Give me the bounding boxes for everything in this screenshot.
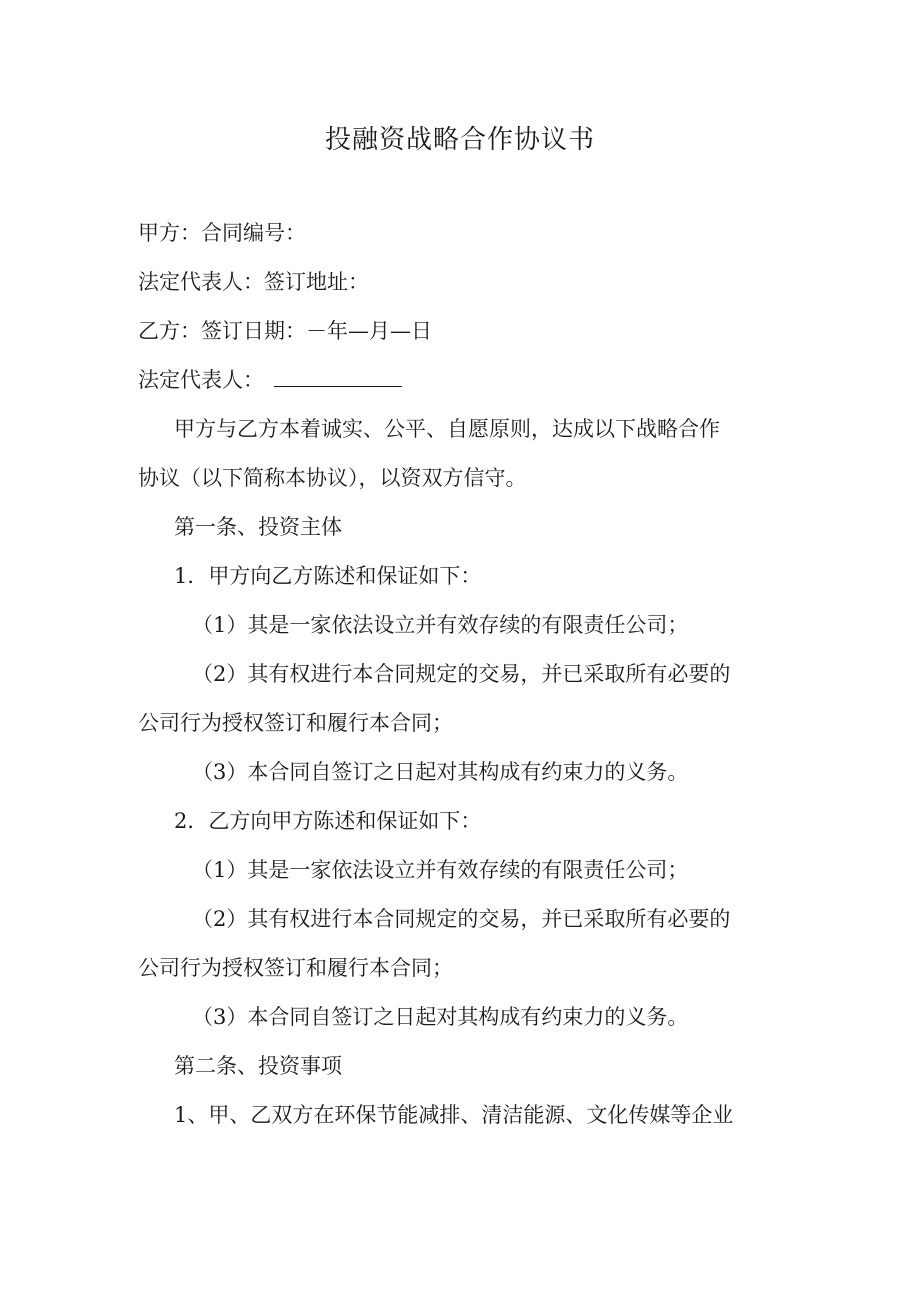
- article2-item1-line1: 1、甲、乙双方在环保节能减排、清洁能源、文化传媒等企业: [174, 1103, 734, 1127]
- article2-heading: 第二条、投资事项: [174, 1054, 342, 1078]
- article1-heading: 第一条、投资主体: [174, 515, 342, 539]
- intro-line-2: 协议（以下简称本协议），以资双方信守。: [138, 466, 527, 490]
- article1-item2-sub2-line1: （2）其有权进行本合同规定的交易，并已采取所有必要的: [192, 907, 731, 931]
- document-title: 投融资战略合作协议书: [324, 125, 595, 155]
- article1-item2-sub2-line2: 公司行为授权签订和履行本合同；: [138, 956, 453, 980]
- article1-item1-sub1: （1）其是一家依法设立并有效存续的有限责任公司；: [192, 613, 689, 637]
- legal-rep-a-line: 法定代表人：签订地址：: [138, 270, 369, 294]
- article1-item1-sub2-line1: （2）其有权进行本合同规定的交易，并已采取所有必要的: [192, 662, 731, 686]
- article1-item1-sub3: （3）本合同自签订之日起对其构成有约束力的义务。: [192, 760, 689, 784]
- party-b-line: 乙方：签订日期：－年—月—日: [138, 319, 432, 343]
- article1-item2-sub1: （1）其是一家依法设立并有效存续的有限责任公司；: [192, 858, 689, 882]
- legal-rep-b-line: [138, 365, 402, 395]
- intro-line-1: 甲方与乙方本着诚实、公平、自愿原则，达成以下战略合作: [174, 417, 720, 441]
- legal-rep-b-label: 法定代表人：: [138, 368, 264, 392]
- article1-item1-heading: 1．甲方向乙方陈述和保证如下：: [174, 564, 482, 588]
- party-a-line: 甲方：合同编号：: [138, 221, 306, 245]
- legal-rep-b-blank: [274, 366, 402, 387]
- article1-item1-sub2-line2: 公司行为授权签订和履行本合同；: [138, 711, 453, 735]
- article1-item2-sub3: （3）本合同自签订之日起对其构成有约束力的义务。: [192, 1005, 689, 1029]
- article1-item2-heading: 2．乙方向甲方陈述和保证如下：: [174, 809, 482, 833]
